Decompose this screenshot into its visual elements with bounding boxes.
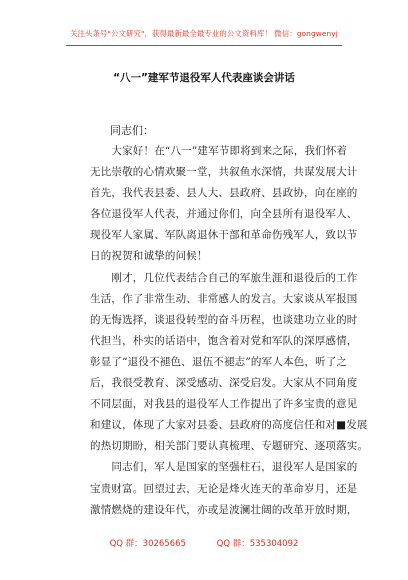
text-line: 日的祝贺和诚挚的问候！ <box>90 250 208 263</box>
text-line: 同志们，军人是国家的坚强柱石，退役军人是国家的 <box>90 461 358 474</box>
header-banner: 关注头条号"公文研究"，获得最新最全最专业的公文资料库！ 微信：gongwenyj <box>70 29 338 38</box>
text-line: 首先，我代表县委、县人大、县政府、县政协，向在座的 <box>90 187 358 200</box>
qq-group-2: QQ 群：535304092 <box>216 539 299 549</box>
salutation: 同志们： <box>110 124 154 137</box>
text-line: 和建议，体现了大家对县委、县政府的高度信任和对■发展 <box>90 419 368 432</box>
text-line: 无比崇敬的心情欢聚一堂，共叙鱼水深情，共谋发展大计 <box>90 166 358 179</box>
text-line: 的热切期盼，相关部门要认真梳理、专题研究、逐项落实。 <box>90 440 369 453</box>
paragraph-2 <box>90 268 369 458</box>
text-line: 刚才，几位代表结合自己的军旅生涯和退役后的工作 <box>90 271 358 284</box>
text-line: 现役军人家属、军队离退休干部和革命伤残军人，致以节 <box>90 229 358 242</box>
text-line: 的无悔选择，谈退役转型的奋斗历程，也谈建功立业的时 <box>90 313 358 326</box>
text-line: 激情燃烧的建设年代，亦或是波澜壮阔的改革开放时期， <box>90 503 358 516</box>
text-line: 不同层面，对我县的退役军人工作提出了许多宝贵的意见 <box>90 398 358 411</box>
text-line: 宝贵财富。回望过去，无论是烽火连天的革命岁月，还是 <box>90 482 358 495</box>
text-line: 各位退役军人代表，并通过你们，向全县所有退役军人、 <box>90 208 358 221</box>
document-body <box>90 141 369 521</box>
text-line: 彰显了“退役不褪色、退伍不褪志”的军人本色，听了之 <box>90 355 348 368</box>
footer-qq-groups <box>0 537 408 549</box>
paragraph-1 <box>90 141 358 268</box>
text-line: 生活，作了非常生动、非常感人的发言。大家谈从军报国 <box>90 292 358 305</box>
header-divider <box>66 45 342 46</box>
document-title: “八一”建军节退役军人代表座谈会讲话 <box>113 72 295 84</box>
text-line: 大家好！在“八一”建军节即将到来之际，我们怀着 <box>90 145 348 157</box>
qq-group-1: QQ 群：30265665 <box>109 539 186 549</box>
paragraph-3 <box>90 457 358 520</box>
text-line: 后，我很受教育、深受感动、深受启发。大家从不同角度 <box>90 377 358 390</box>
text-line: 代担当，朴实的话语中，饱含着对党和军队的深厚感情， <box>90 334 358 347</box>
